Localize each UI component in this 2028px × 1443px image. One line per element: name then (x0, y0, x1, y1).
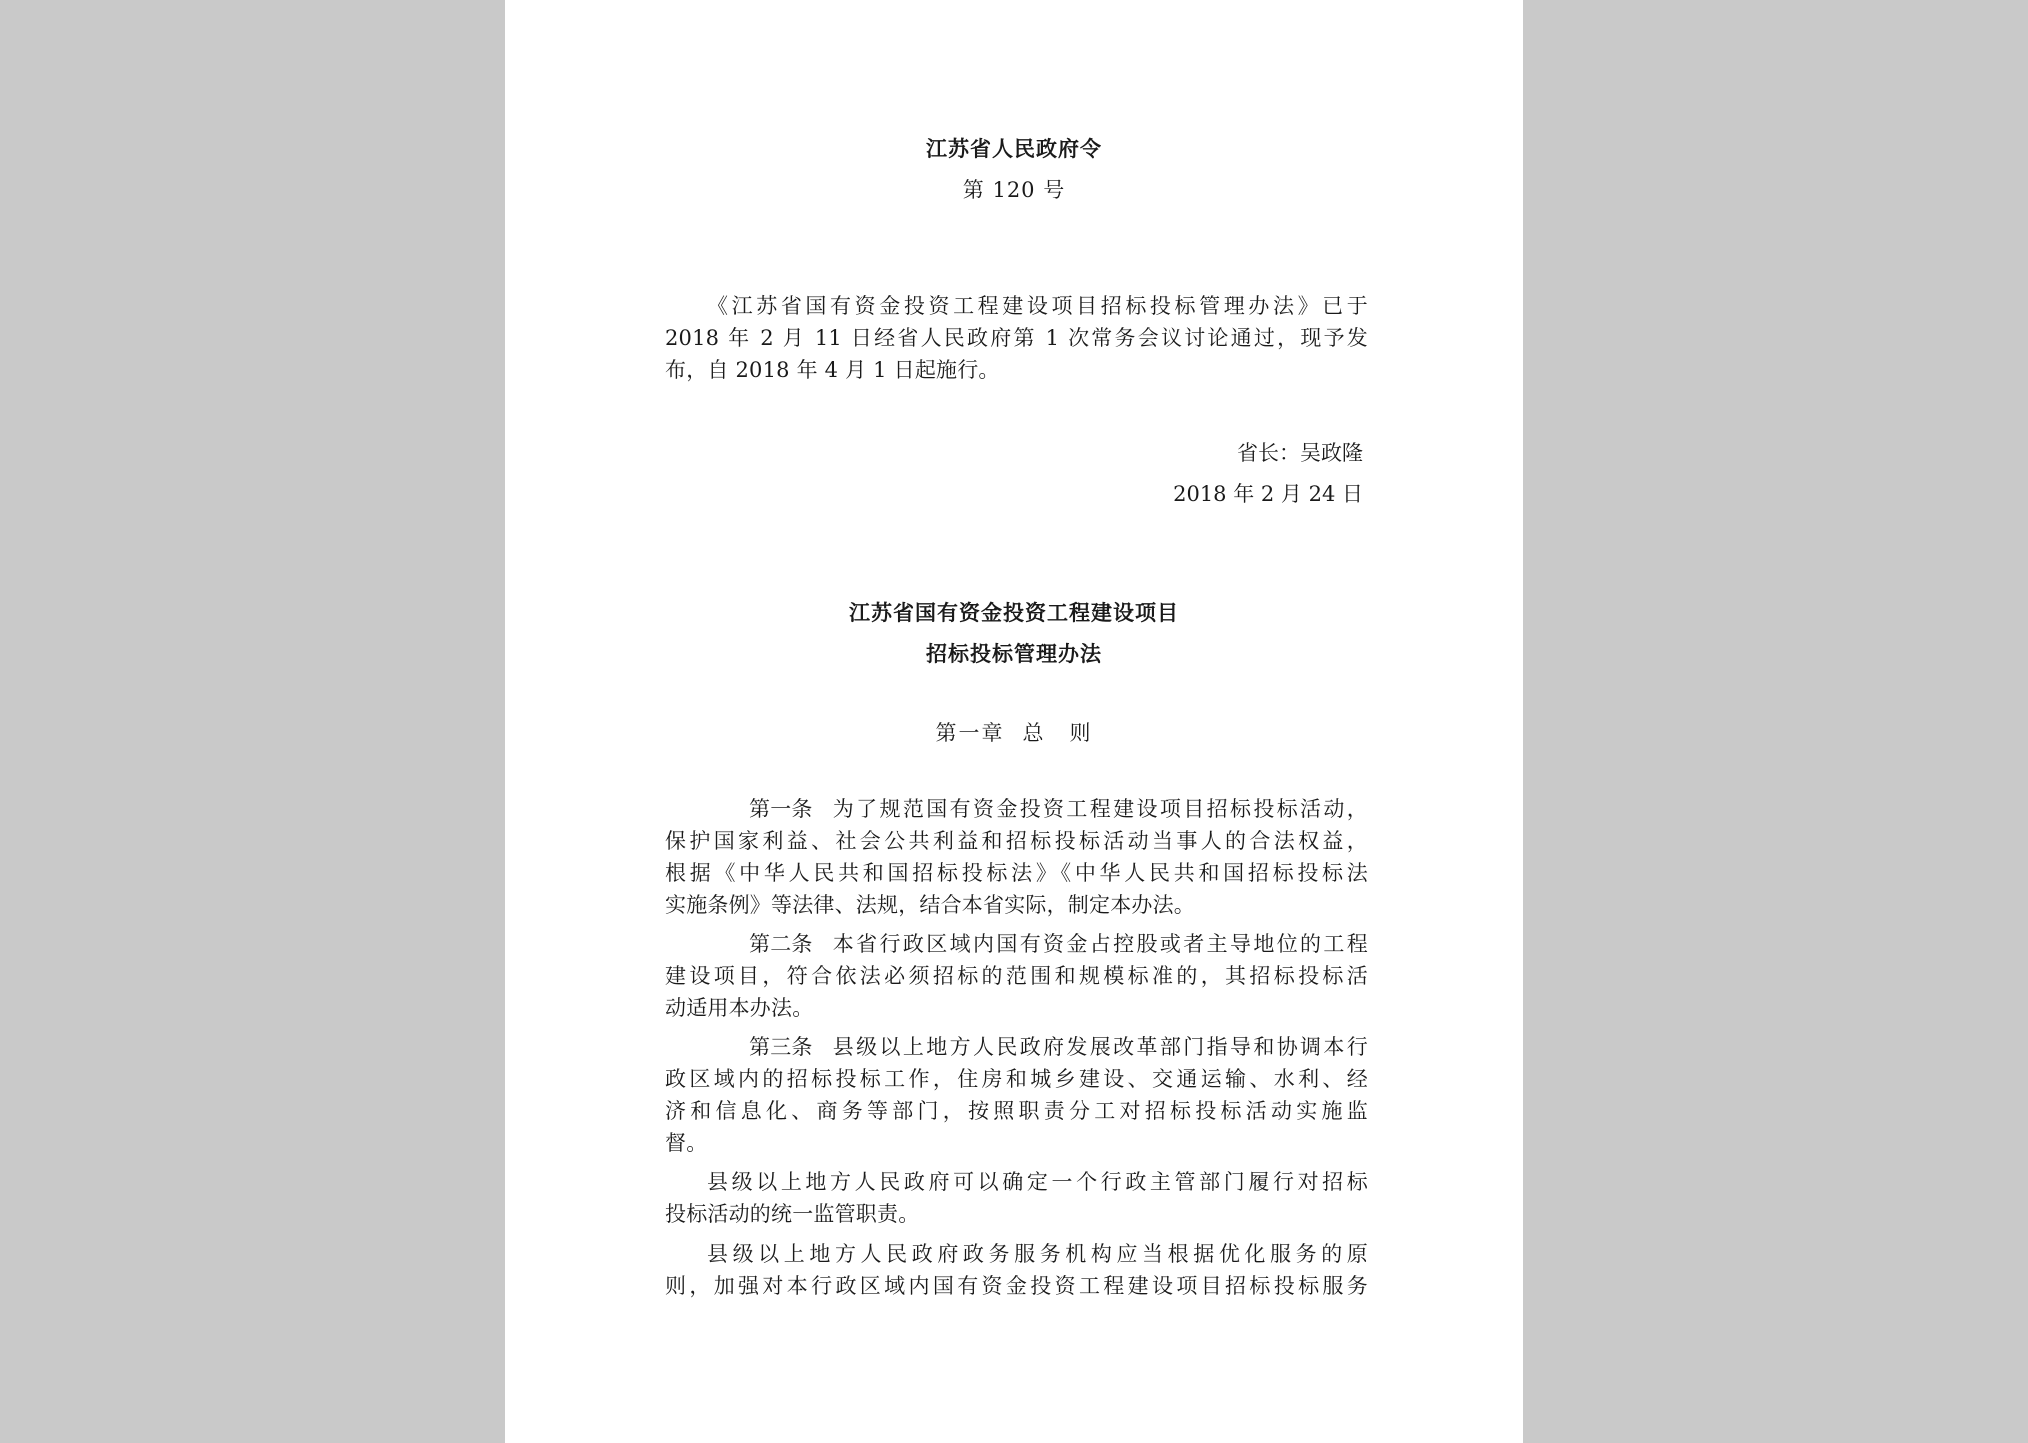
article-2 (665, 928, 1368, 1024)
preamble-line: 布，自 2018 年 4 月 1 日起施行。 (665, 358, 1000, 382)
chapter-heading (505, 717, 1523, 747)
article-3 (665, 1031, 1368, 1159)
paragraph (665, 1166, 1368, 1230)
chapter-name-part: 总 (1022, 721, 1046, 745)
article-1 (665, 793, 1368, 921)
paragraph (665, 1238, 1368, 1302)
article-line: 保护国家利益、社会公共利益和招标投标活动当事人的合法权益， (665, 829, 1368, 853)
signature-date: 2018 年 2 月 24 日 (1173, 482, 1363, 506)
article-line: 政区域内的招标投标工作，住房和城乡建设、交通运输、水利、经 (665, 1067, 1368, 1091)
document-page (505, 0, 1523, 1443)
preamble-paragraph (665, 290, 1368, 386)
preamble-line: 2018 年 2 月 11 日经省人民政府第 1 次常务会议讨论通过，现予发 (665, 326, 1368, 350)
paragraph-line: 则，加强对本行政区域内国有资金投资工程建设项目招标投标服务 (665, 1274, 1368, 1298)
article-line: 根据《中华人民共和国招标投标法》《中华人民共和国招标投标法 (665, 861, 1368, 885)
order-title: 江苏省人民政府令 (926, 136, 1102, 161)
article-label: 第二条 (749, 932, 813, 956)
paragraph-line: 县级以上地方人民政府可以确定一个行政主管部门履行对招标 (707, 1170, 1368, 1194)
paragraph-line: 县级以上地方人民政府政务服务机构应当根据优化服务的原 (707, 1242, 1368, 1266)
article-label: 第三条 (749, 1035, 813, 1059)
article-line: 动适用本办法。 (665, 996, 814, 1020)
signer: 省长：吴政隆 (1237, 441, 1363, 465)
law-title-line-2: 招标投标管理办法 (926, 641, 1102, 666)
article-line: 建设项目，符合依法必须招标的范围和规模标准的，其招标投标活 (665, 964, 1368, 988)
order-number: 第 120 号 (962, 178, 1066, 202)
article-line: 济和信息化、商务等部门，按照职责分工对招标投标活动实施监 (665, 1099, 1368, 1123)
article-first-line: 第一条 为了规范国有资金投资工程建设项目招标投标活动， (665, 793, 1368, 825)
chapter-number: 第一章 (935, 721, 1005, 745)
article-first-line: 第二条 本省行政区域内国有资金占控股或者主导地位的工程 (665, 928, 1368, 960)
article-line: 实施条例》等法律、法规，结合本省实际，制定本办法。 (665, 893, 1195, 917)
article-first-line: 第三条 县级以上地方人民政府发展改革部门指导和协调本行 (665, 1031, 1368, 1063)
law-title-line-1: 江苏省国有资金投资工程建设项目 (849, 600, 1179, 625)
chapter-name-part: 则 (1069, 721, 1093, 745)
preamble-line: 《江苏省国有资金投资工程建设项目招标投标管理办法》已于 (707, 294, 1368, 318)
article-label: 第一条 (749, 797, 813, 821)
paragraph-line: 投标活动的统一监管职责。 (665, 1202, 920, 1226)
article-line: 督。 (665, 1131, 708, 1155)
